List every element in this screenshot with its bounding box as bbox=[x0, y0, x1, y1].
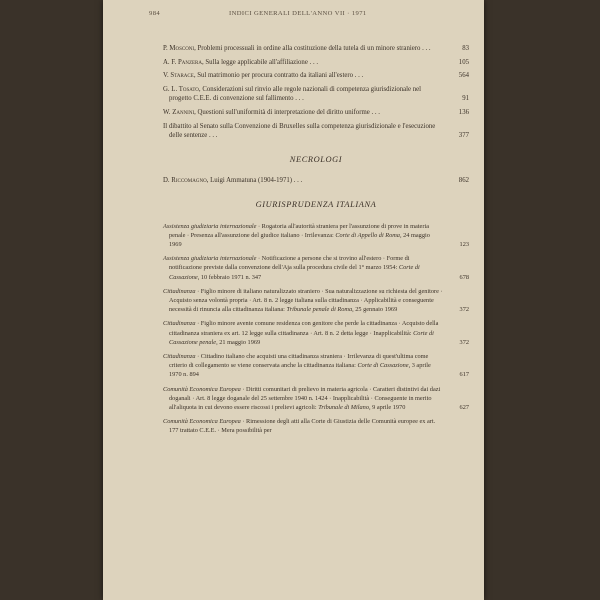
case-page: 372 bbox=[459, 306, 469, 314]
case-page: 627 bbox=[459, 403, 469, 411]
case-subject: Cittadinanza bbox=[163, 287, 196, 295]
case-description: · Figlio minore di italiano naturalizzato straniero · Sua naturalizzazione su richiesta del genitore · Acquisto senza volontà propria · Art. 8 n. 2 legge italiana sulla cittadinanza · Applicabilità e conseguente necessità di rinuncia alla cittadinanza italiana: bbox=[169, 287, 443, 314]
entry-author: W. Zannini bbox=[163, 108, 195, 116]
entry-leader: . . . bbox=[307, 58, 319, 66]
case-page: 617 bbox=[459, 371, 469, 379]
index-content bbox=[163, 44, 469, 441]
entry-author: V. Starace bbox=[163, 72, 194, 80]
article-entry bbox=[163, 71, 469, 81]
case-entry bbox=[163, 222, 469, 250]
entry-page: 377 bbox=[458, 132, 469, 140]
necrologio-entry bbox=[163, 176, 469, 186]
entry-text bbox=[163, 85, 469, 104]
case-subject: Cittadinanza bbox=[163, 320, 196, 328]
entry-page: 136 bbox=[458, 108, 469, 116]
case-text bbox=[163, 287, 469, 315]
case-subject: Assistenza giudiziaria internazionale bbox=[163, 222, 257, 230]
case-court: Tribunale di Milano bbox=[318, 403, 369, 411]
case-subject: Comunità Economica Europea bbox=[163, 418, 241, 426]
article-entries bbox=[163, 44, 469, 141]
case-description: · Figlio minore avente comune residenza con genitore che perde la cittadinanza · Acquisto della cittadinanza straniera ex art. 12 legge sulla cittadinanza · Art. 8 n. 2 detta legge · Inapplicabilità: bbox=[169, 320, 439, 337]
page-number: 984 bbox=[149, 10, 161, 17]
entry-text bbox=[163, 44, 469, 54]
book-page bbox=[103, 0, 484, 600]
entry-author: G. L. Tosato bbox=[163, 85, 199, 93]
case-subject: Assistenza giudiziaria internazionale bbox=[163, 255, 257, 263]
case-text bbox=[163, 352, 469, 380]
article-entry bbox=[163, 44, 469, 54]
case-court: Corte di Appello di Roma bbox=[335, 231, 400, 239]
entry-leader: . . . bbox=[293, 95, 304, 103]
article-entry bbox=[163, 85, 469, 104]
entry-page: 83 bbox=[462, 45, 469, 52]
entry-leader: . . . bbox=[292, 177, 303, 185]
entry-author: P. Mosconi bbox=[163, 45, 195, 52]
case-entry bbox=[163, 417, 469, 435]
entry-text bbox=[163, 58, 469, 68]
entry-leader: . . . bbox=[369, 108, 380, 116]
entry-text bbox=[163, 176, 469, 186]
article-entry bbox=[163, 122, 469, 141]
case-text bbox=[163, 254, 469, 282]
case-date: , 24 maggio 1969 bbox=[169, 231, 430, 248]
entry-page: 862 bbox=[458, 177, 469, 185]
header-title: INDICI GENERALI DELL'ANNO VII · 1971 bbox=[229, 10, 367, 17]
entry-title: , Problemi processuali in ordine alla costituzione della tutela di un minore straniero bbox=[194, 45, 421, 52]
entry-title: , Sul matrimonio per procura contratto da italiani all'estero bbox=[193, 72, 354, 80]
case-subject: Comunità Economica Europea bbox=[163, 385, 241, 393]
giurisprudenza-entries bbox=[163, 222, 469, 436]
case-text bbox=[163, 222, 469, 250]
entry-page: 105 bbox=[458, 58, 469, 66]
case-entry bbox=[163, 319, 469, 347]
entry-page: 91 bbox=[462, 95, 469, 103]
entry-leader: . . . bbox=[207, 132, 218, 140]
case-entry bbox=[163, 385, 469, 413]
case-text bbox=[163, 319, 469, 347]
entry-text bbox=[163, 71, 469, 81]
case-entry bbox=[163, 254, 469, 282]
case-court: Corte di Cassazione bbox=[357, 362, 409, 370]
case-description: · Rogatoria all'autorità straniera per l'assunzione di prove in materia penale · Presenza all'assunzione del giudice italiano · Irrilevanza: bbox=[169, 222, 429, 239]
case-page: 372 bbox=[459, 338, 469, 346]
article-entry bbox=[163, 58, 469, 68]
entry-title: Il dibattito al Senato sulla Convenzione di Bruxelles sulla competenza giurisdizionale e l'esecuzione delle sentenze bbox=[163, 122, 436, 140]
case-description: · Diritti comunitari di prelievo in materia agricola · Caratteri distintivi dai dazi doganali · Art. 8 legge doganale del 25 settembre 1940 n. 1424 · Inapplicabilità · Conseguente in merito all'aliquota in cui devono essere riscossi i prelievi agricoli: bbox=[169, 385, 441, 411]
case-date: , 25 gennaio 1969 bbox=[352, 306, 398, 314]
necrologi-entries bbox=[163, 176, 469, 186]
case-court: Tribunale penale di Roma bbox=[286, 306, 353, 314]
entry-title: , Sulla legge applicabile all'affiliazione bbox=[202, 58, 308, 66]
case-date: , 10 febbraio 1971 n. 347 bbox=[197, 273, 262, 281]
case-date: , 3 aprile 1970 n. 894 bbox=[169, 362, 431, 379]
section-heading-necrologi: NECROLOGI bbox=[289, 154, 343, 164]
case-page: 123 bbox=[459, 240, 469, 248]
case-description: · Notificazione a persone che si trovino all'estero · Forme di notificazione previste dalla convenzione dell'Aja sulla procedura civile del 1° marzo 1954: bbox=[169, 255, 410, 272]
case-page: 678 bbox=[459, 273, 469, 281]
case-description: · Rimessione degli atti alla Corte di Giustizia delle Comunità europee ex art. 177 trattato C.E.E. · Mera possibilità per bbox=[169, 418, 436, 435]
article-entry bbox=[163, 108, 469, 118]
case-date: , 9 aprile 1970 bbox=[368, 403, 406, 411]
entry-leader: . . . bbox=[353, 72, 364, 80]
case-text bbox=[163, 417, 469, 435]
case-description: · Cittadino italiano che acquisti una cittadinanza straniera · Irrilevanza di quest'ultima come criterio di collegamento se viene conservata anche la cittadinanza italiana: bbox=[169, 352, 429, 370]
entry-text bbox=[163, 108, 469, 118]
case-text bbox=[163, 385, 469, 413]
entry-page: 564 bbox=[458, 72, 469, 80]
entry-author: D. Riccomagno bbox=[163, 177, 207, 185]
entry-title: , Considerazioni sul rinvio alle regole nazionali di competenza giurisdizionale nel progetto C.E.E. di convenzione sul fallimento bbox=[169, 85, 422, 103]
entry-text bbox=[163, 122, 469, 141]
entry-title: , Luigi Ammatuna (1904-1971) bbox=[206, 177, 293, 185]
entry-title: , Questioni sull'uniformità di interpretazione del diritto uniforme bbox=[194, 108, 370, 116]
case-entry bbox=[163, 287, 469, 315]
entry-author: A. F. Panzera bbox=[163, 58, 202, 66]
case-subject: Cittadinanza bbox=[163, 352, 196, 360]
section-heading-giurisprudenza: GIURISPRUDENZA ITALIANA bbox=[255, 199, 377, 209]
entry-leader: . . . bbox=[420, 45, 431, 52]
case-date: , 21 maggio 1969 bbox=[216, 338, 261, 346]
case-court: Corte di Cassazione bbox=[169, 264, 420, 281]
case-court: Corte di Cassazione penale bbox=[169, 329, 434, 346]
case-entry bbox=[163, 352, 469, 380]
